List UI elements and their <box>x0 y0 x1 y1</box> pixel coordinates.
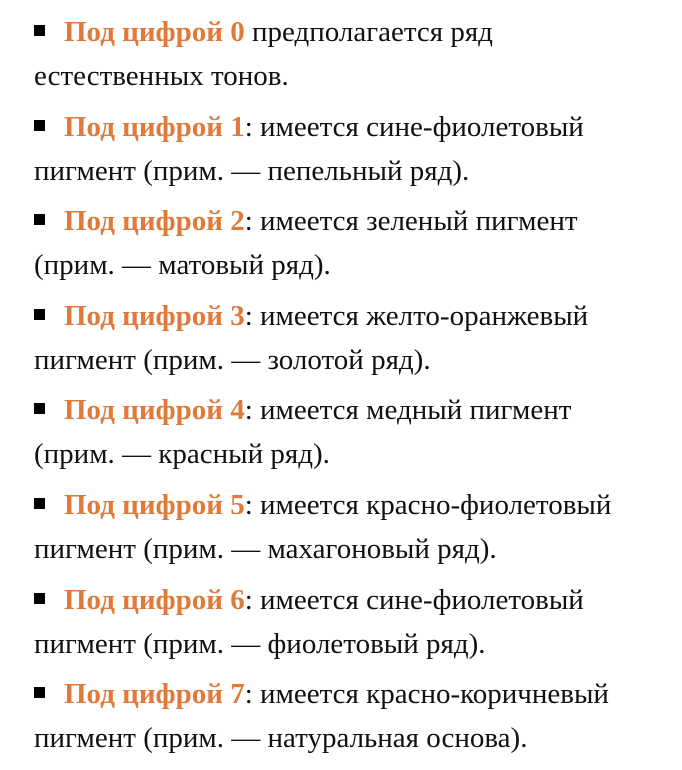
item-text-line1: имеется красно-коричневый <box>252 678 609 711</box>
item-label: Под цифрой 1 <box>64 110 245 143</box>
item-first-line <box>34 105 664 149</box>
item-first-line <box>34 483 664 527</box>
square-bullet-icon <box>34 309 45 320</box>
square-bullet-icon <box>34 120 45 131</box>
square-bullet-icon <box>34 593 45 604</box>
item-text-line1: имеется сине-фиолетовый <box>252 583 584 616</box>
item-text-line2: пигмент (прим. — махагоновый ряд). <box>34 532 497 565</box>
item-label: Под цифрой 3 <box>64 299 245 332</box>
square-bullet-icon <box>34 25 45 36</box>
item-text-line1: имеется медный пигмент <box>252 394 572 427</box>
item-first-line <box>34 10 664 54</box>
item-text-line1: имеется желто-оранжевый <box>252 299 589 332</box>
item-label: Под цифрой 6 <box>64 583 245 616</box>
item-first-line <box>34 199 664 243</box>
item-first-line <box>34 388 664 432</box>
item-separator: : <box>244 678 253 711</box>
list-item <box>34 672 664 760</box>
item-separator: : <box>244 583 253 616</box>
item-separator: : <box>244 205 253 238</box>
item-first-line <box>34 672 664 716</box>
item-text-line2: пигмент (прим. — фиолетовый ряд). <box>34 627 486 660</box>
item-text-line1: имеется красно-фиолетовый <box>252 488 612 521</box>
item-text-line2: (прим. — красный ряд). <box>34 438 330 471</box>
list-item <box>34 483 664 571</box>
item-text-line1: предполагается ряд <box>244 16 493 48</box>
square-bullet-icon <box>34 403 45 414</box>
item-first-line <box>34 578 664 622</box>
list-item <box>34 578 664 666</box>
item-separator: : <box>244 394 253 427</box>
list-item <box>34 199 664 287</box>
item-label: Под цифрой 7 <box>64 678 245 711</box>
item-text-line2: естественных тонов. <box>34 60 289 92</box>
item-label: Под цифрой 5 <box>64 488 245 521</box>
list-item <box>34 10 664 98</box>
square-bullet-icon <box>34 214 45 225</box>
item-text-line2: пигмент (прим. — пепельный ряд). <box>34 154 470 187</box>
item-separator: : <box>244 110 253 143</box>
item-label: Под цифрой 0 <box>64 16 245 48</box>
item-label: Под цифрой 4 <box>64 394 245 427</box>
square-bullet-icon <box>34 498 45 509</box>
item-text-line2: пигмент (прим. — золотой ряд). <box>34 343 431 376</box>
item-separator: : <box>244 299 253 332</box>
item-first-line <box>34 294 664 338</box>
item-text-line2: пигмент (прим. — натуральная основа). <box>34 722 528 755</box>
item-text-line1: имеется зеленый пигмент <box>252 205 578 238</box>
list-item <box>34 294 664 382</box>
list-item <box>34 388 664 476</box>
item-text-line1: имеется сине-фиолетовый <box>252 110 584 143</box>
item-text-line2: (прим. — матовый ряд). <box>34 249 331 282</box>
list-item <box>34 105 664 193</box>
item-label: Под цифрой 2 <box>64 205 245 238</box>
square-bullet-icon <box>34 687 45 698</box>
item-separator: : <box>244 488 253 521</box>
